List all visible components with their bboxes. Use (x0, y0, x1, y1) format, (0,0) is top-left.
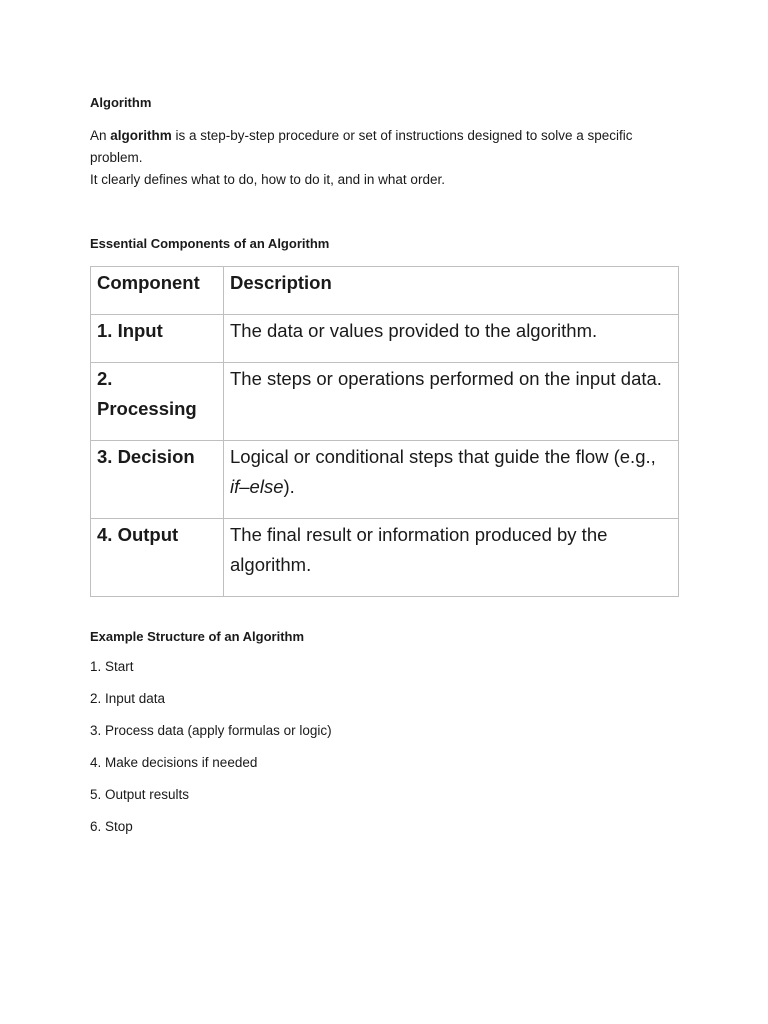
components-table (90, 266, 679, 597)
intro-paragraph (90, 125, 680, 169)
table-row (91, 441, 679, 519)
row-component: 3. Decision (91, 441, 224, 519)
intro-term: algorithm (110, 128, 172, 143)
intro-rest: is a step-by-step procedure or set of instructions designed to solve a specific problem. (90, 128, 633, 165)
row-description (224, 441, 679, 519)
table-row (91, 519, 679, 597)
list-item: 3. Process data (apply formulas or logic) (90, 723, 332, 738)
list-item: 5. Output results (90, 787, 190, 802)
desc-else: else (249, 476, 284, 497)
table-row (91, 363, 679, 441)
desc-if: if (230, 476, 240, 497)
row-component: 4. Output (91, 519, 224, 597)
header-component: Component (91, 267, 224, 315)
document-page (90, 94, 680, 848)
row-component: 1. Input (91, 315, 224, 363)
list-item: 4. Make decisions if needed (90, 755, 258, 770)
desc-suffix: ). (283, 476, 295, 497)
desc-prefix: Logical or conditional steps that guide the flow (e.g., (230, 446, 656, 467)
list-item: 6. Stop (90, 819, 133, 834)
row-description: The data or values provided to the algorithm. (224, 315, 679, 363)
table-header-row (91, 267, 679, 315)
row-description: The final result or information produced by the algorithm. (224, 519, 679, 597)
row-description: The steps or operations performed on the input data. (224, 363, 679, 441)
intro-prefix: An (90, 128, 111, 143)
header-description: Description (224, 267, 679, 315)
components-heading: Essential Components of an Algorithm (90, 236, 330, 251)
list-item: 1. Start (90, 659, 134, 674)
table-row (91, 315, 679, 363)
desc-dash: – (239, 476, 250, 497)
list-item: 2. Input data (90, 691, 166, 706)
row-component: 2. Processing (91, 363, 224, 441)
document-title: Algorithm (90, 95, 152, 110)
example-heading: Example Structure of an Algorithm (90, 629, 305, 644)
intro-line-2: It clearly defines what to do, how to do it, and in what order. (90, 172, 445, 187)
steps-list (90, 656, 680, 838)
